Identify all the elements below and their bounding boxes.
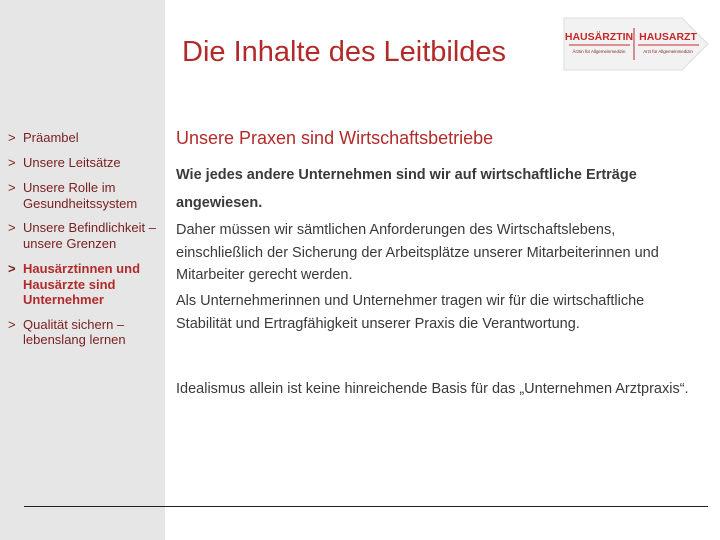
sidebar-item-label: Unsere Befindlichkeit – unsere Grenzen xyxy=(23,220,156,251)
paragraph-intro: Wie jedes andere Unternehmen sind wir auf wirtschaftliche Erträge angewiesen. xyxy=(176,167,637,211)
logo-left-sub: Ärztin für Allgemeinmedizin xyxy=(572,49,626,54)
paragraph-requirements: Daher müssen wir sämtlichen Anforderungen des Wirtschaftslebens, einschließlich der Sicherung der Arbeitsplätze unserer Mitarbeiterinnen und Mitarbeiter gerecht werden. xyxy=(176,222,659,283)
sidebar-item-label: Unsere Leitsätze xyxy=(23,154,121,170)
chevron-right-icon: > xyxy=(8,130,16,145)
chevron-right-icon: > xyxy=(8,261,16,276)
chevron-right-icon: > xyxy=(8,316,16,332)
chevron-right-icon: > xyxy=(8,154,16,170)
hausarzt-logo xyxy=(562,16,710,72)
sidebar-item-leitsaetze[interactable] xyxy=(8,155,163,171)
sidebar-item-label: Hausärztinnen und Hausärzte sind Unternehmer xyxy=(23,261,141,307)
sidebar-item-label: Präambel xyxy=(23,130,79,145)
sidebar-item-qualitaet[interactable] xyxy=(8,317,163,348)
sidebar-item-befindlichkeit[interactable] xyxy=(8,220,163,251)
chevron-right-icon: > xyxy=(8,220,16,235)
logo-left-label: HAUSÄRZTIN xyxy=(564,31,634,43)
footer-divider xyxy=(24,506,708,507)
chevron-right-icon: > xyxy=(8,180,16,195)
sidebar-nav xyxy=(8,130,163,348)
sidebar-item-rolle[interactable] xyxy=(8,180,163,211)
paragraph-responsibility: Als Unternehmerinnen und Unternehmer tragen wir für die wirtschaftliche Stabilität und Ertragfähigkeit unserer Praxis die Verantwortung. xyxy=(176,293,645,332)
sidebar-item-praeambel[interactable] xyxy=(8,130,163,146)
sidebar-item-label: Qualität sichern – lebenslang lernen xyxy=(23,316,126,347)
sidebar-item-unternehmer[interactable] xyxy=(8,261,163,308)
content-heading: Unsere Praxen sind Wirtschaftsbetriebe xyxy=(176,128,494,148)
logo-right-sub: Arzt für Allgemeinmedizin xyxy=(643,49,693,54)
sidebar-item-label: Unsere Rolle im Gesundheitssystem xyxy=(23,180,138,211)
paragraph-idealism: Idealismus allein ist keine hinreichende Basis für das „Unternehmen Arztpraxis“. xyxy=(176,381,689,397)
logo-right-label: HAUSARZT xyxy=(639,31,697,43)
page-title: Die Inhalte des Leitbildes xyxy=(182,36,507,68)
